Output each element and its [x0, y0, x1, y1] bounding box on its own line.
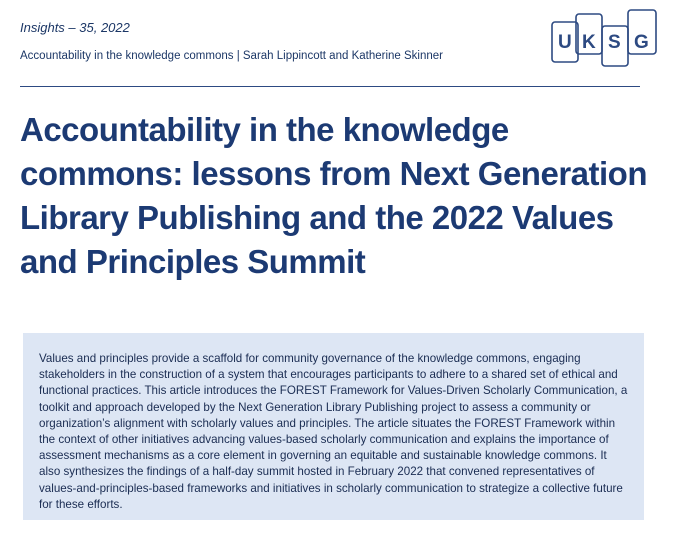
- header-divider: [20, 86, 640, 87]
- abstract-box: [23, 333, 644, 520]
- logo-letter-g: G: [634, 32, 649, 53]
- abstract-text: Values and principles provide a scaffold for community governance of the knowledge commons, engaging stakeholders in the construction of a system that encourages participants to adhere to a shared set of ethical and functional practices. This article introduces the FOREST Framework for Values-Driven Scholarly Communication, a toolkit and approach developed by the Next Generation Library Publishing project to assess a community or organization’s alignment with scholarly values and principles. The article situates the FOREST Framework within the context of other initiatives advancing values-based scholarly communication and explains the importance of assessment mechanisms as a core element in governing an equitable and sustainable knowledge commons. It also synthesizes the findings of a half-day summit hosted in February 2022 that convened representatives of values-and-principles-based frameworks and initiatives in scholarly communication to strategize a collective future for these efforts.: [39, 352, 628, 511]
- logo-letter-u: U: [558, 32, 572, 53]
- logo-letter-k: K: [582, 32, 596, 53]
- journal-citation: Insights – 35, 2022: [20, 20, 130, 35]
- uksg-logo: [550, 6, 660, 68]
- article-title: Accountability in the knowledge commons: lessons from Next Generation Library Publishing and the 2022 Values and Principles Summit: [20, 111, 647, 280]
- running-head: Accountability in the knowledge commons | Sarah Lippincott and Katherine Skinner: [20, 50, 443, 62]
- page-header: [20, 16, 660, 86]
- logo-letter-s: S: [608, 32, 621, 53]
